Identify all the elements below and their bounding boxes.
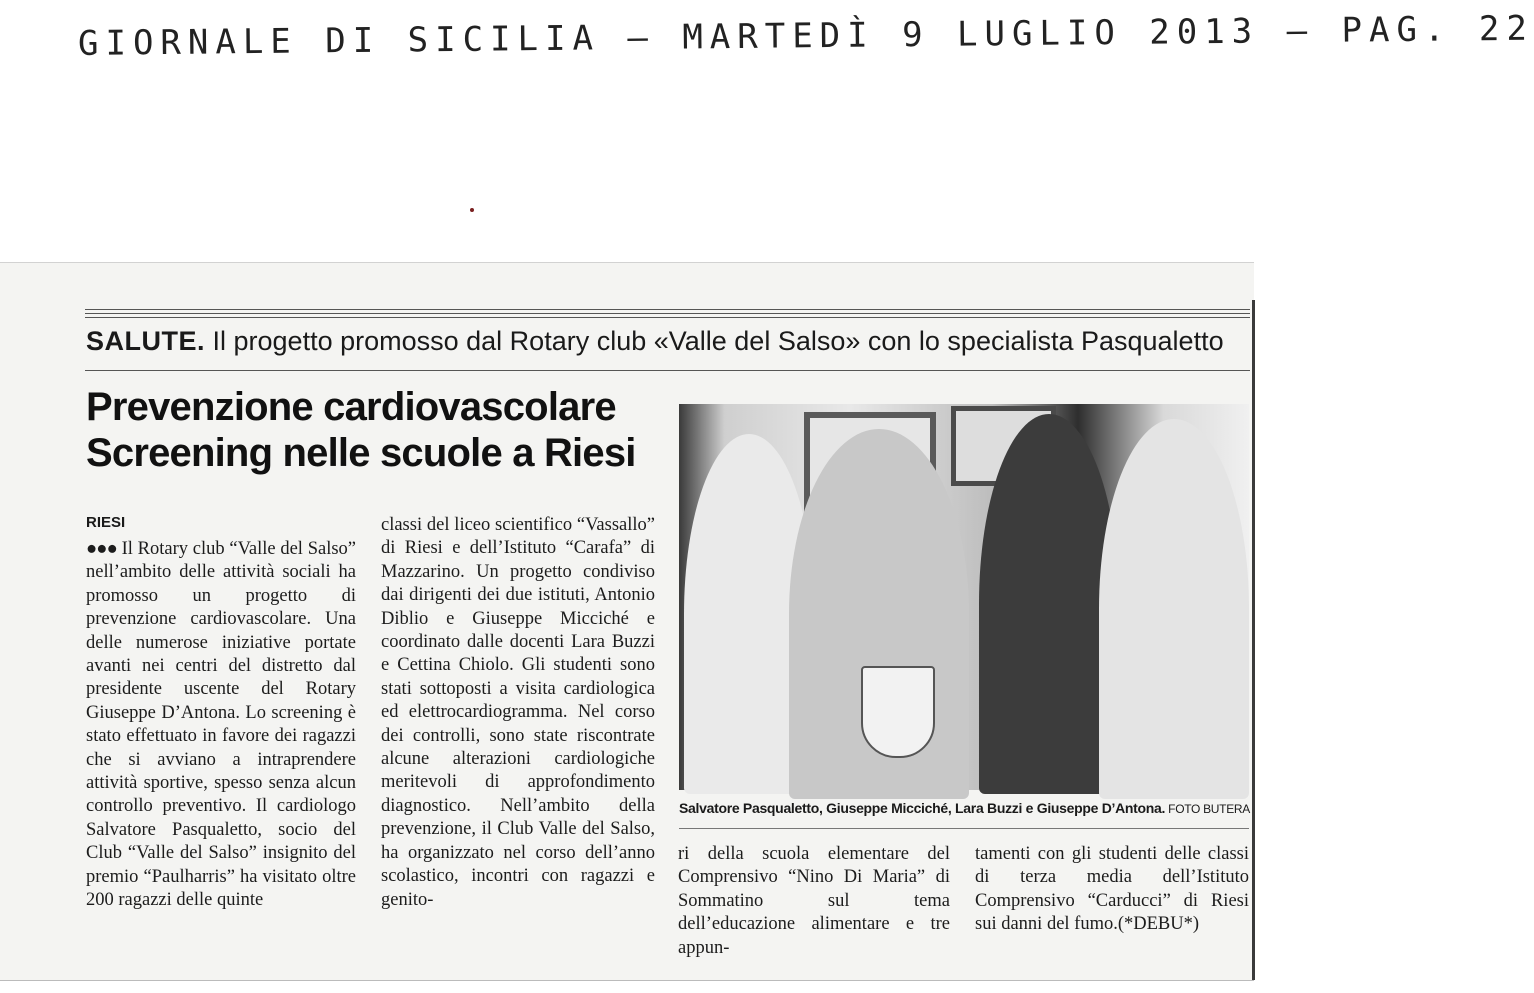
column-4: tamenti con gli studenti delle classi di terza media dell’Istituto Comprensivo “Carducci” di Riesi sui danni del fumo.(*DEBU*): [975, 844, 1249, 935]
photo-caption: [679, 800, 1249, 816]
top-rule-triple: [85, 317, 1250, 318]
top-rule-double: [85, 313, 1250, 314]
photo-credit: FOTO BUTERA: [1165, 802, 1250, 816]
handwritten-source-note: GIORNALE DI SICILIA – MARTEDÌ 9 LUGLIO 2013 – PAG. 22: [77, 8, 1534, 64]
section-tag: SALUTE.: [86, 326, 206, 356]
person-3: [979, 414, 1119, 794]
article-kicker: [86, 326, 1246, 357]
person-4: [1099, 419, 1249, 799]
headline-line-2: Screening nelle scuole a Riesi: [86, 431, 636, 475]
clipping-bottom-edge: [0, 980, 1254, 981]
column-1: [86, 538, 356, 913]
caption-text: Salvatore Pasqualetto, Giuseppe Micciché, Lara Buzzi e Giuseppe D’Antona.: [679, 800, 1166, 816]
kicker-text: Il progetto promosso dal Rotary club «Valle del Salso» con lo specialista Pasqualetto: [205, 326, 1224, 356]
column-3: ri della scuola elementare del Comprensivo “Nino Di Maria” di Sommatino sul tema dell’educazione alimentare e tre appun-: [678, 844, 950, 958]
bullet-marks: ●●●: [86, 539, 117, 559]
caption-rule: [679, 828, 1249, 829]
column-2: classi del liceo scientifico “Vassallo” di Riesi e dell’Istituto “Carafa” di Mazzarino. Un progetto condiviso dai dirigenti dei due istituti, Antonio Diblio e Giuseppe Micciché e coordinato dalle docenti Lara Buzzi e Cettina Chiolo. Gli studenti sono stati sottoposti a visita cardiologica ed elettrocardiogramma. Nel corso dei controlli, sono state riscontrate alcune alterazioni cardiologiche meritevoli di approfondimento diagnostico. Nell’ambito della prevenzione, il Club Valle del Salso, ha organizzato nel corso dell’anno scolastico, incontri con ragazzi e genito-: [381, 515, 655, 910]
headline-line-1: Prevenzione cardiovascolare: [86, 385, 616, 429]
clipping-edge: [1252, 300, 1255, 980]
top-rule: [85, 309, 1250, 310]
article-headline: [86, 384, 676, 476]
article-photo: [679, 404, 1249, 790]
rotary-banner: [861, 666, 935, 758]
dateline: RIESI: [86, 514, 126, 531]
column-1-text: Il Rotary club “Valle del Salso” nell’ambito delle attività sociali ha promosso un progetto di prevenzione cardiovascolare. Una delle numerose iniziative portate avanti nei centri del distretto dal presidente uscente del Rotary Giuseppe D’Antona. Lo screening è stato effettuato in favore dei ragazzi che si avviano a intraprendere attività sportive, spesso senza alcun controllo preventivo. Il cardiologo Salvatore Pasqualetto, socio del Club “Valle del Salso” insignito del premio “Paulharris” ha visitato oltre 200 ragazzi delle quinte: [86, 539, 356, 911]
kicker-rule: [85, 370, 1250, 371]
ink-speck: [470, 208, 474, 212]
